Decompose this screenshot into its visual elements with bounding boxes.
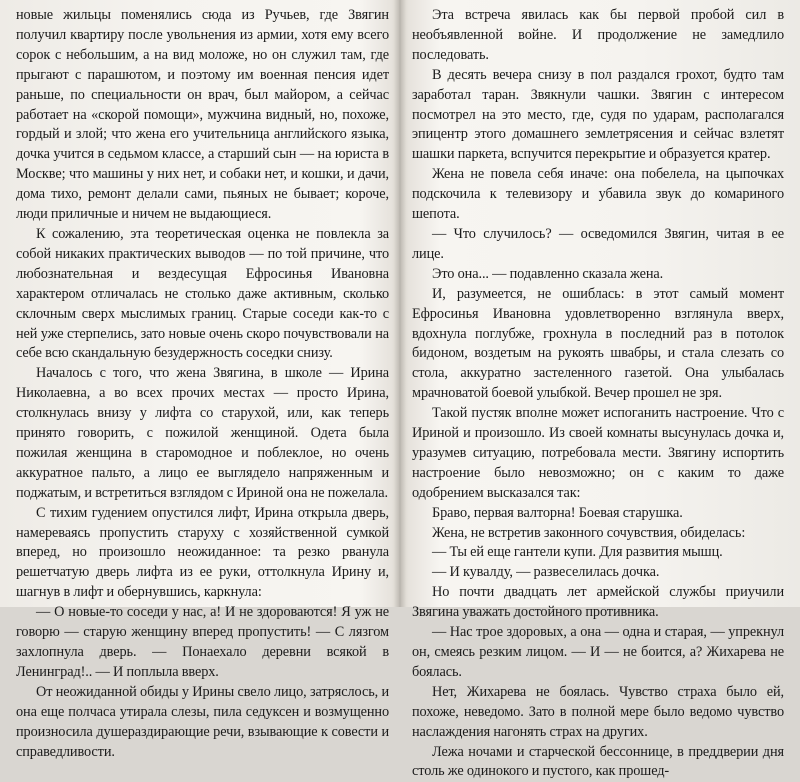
right-paragraph-2: В десять вечера снизу в пол раздался грохот, будто там заработал таран. Звякнули чашки. Звягин с интересом посмотрел на это место, где, судя по ударам, располагался эпицентр этого домашнего землетрясения и сейчас взлетят шашки паркета, вспучится перекрытие и образуется кратер. bbox=[412, 66, 784, 163]
right-paragraph-7: Такой пустяк вполне может испоганить настроение. Что с Ириной и произошло. Из своей комнаты высунулась дочка и, уразумев ситуацию, потребовала мести. Звягину испортить настроение было невозможно; он с каким то даже одобрением высказался так: bbox=[412, 405, 784, 501]
right-paragraph-10: — Ты ей еще гантели купи. Для развития мышц. bbox=[432, 544, 723, 561]
right-paragraph-12: Но почти двадцать лет армейской службы приучили Звягина уважать достойного противника. bbox=[412, 584, 784, 621]
right-paragraph-11: — И кувалду, — развеселилась дочка. bbox=[432, 564, 660, 581]
right-paragraph-4: — Что случилось? — осведомился Звягин, читая в ее лице. bbox=[412, 225, 784, 262]
right-paragraph-6: И, разумеется, не ошиблась: в этот самый момент Ефросинья Ивановна удовлетворенно взглянула вверх, вдохнула поглубже, грохнула в последний раз в потолок бидоном, воздетым на рукоять швабры, и стала слезать со стола, аккуратно застеленного газетой. Она улыбалась мрачноватой боевой улыбкой. Вечер прошел не зря. bbox=[412, 285, 784, 402]
book-gutter bbox=[394, 0, 406, 607]
right-paragraph-9: Жена, не встретив законного сочувствия, обиделась: bbox=[432, 524, 746, 541]
left-paragraph-6: От неожиданной обиды у Ирины свело лицо, затряслось, и она еще полчаса утирала слезы, пила седуксен и возмущенно произносила душераздирающие речи, взывающие к совести и справедливости. bbox=[16, 683, 389, 760]
left-paragraph-5: — О новые-то соседи у нас, а! И не здороваются! Я уж не говорю — старую женщину вперед пропустить! — С лязгом захлопнула дверь. — Понаехало деревни всякой в Ленинград!.. — И поплыла вверх. bbox=[16, 604, 389, 680]
right-paragraph-5: Это она... — подавленно сказала жена. bbox=[432, 265, 664, 282]
right-paragraph-8: Браво, первая валторна! Боевая старушка. bbox=[432, 504, 683, 521]
right-paragraph-3: Жена не повела себя иначе: она побелела, на цыпочках подскочила к телевизору и убавила звук до комариного шепота. bbox=[412, 166, 784, 223]
right-page bbox=[412, 6, 784, 780]
right-paragraph-1: Эта встреча явилась как бы первой пробой сил в необъявленной войне. И продолжение не замедлило последовать. bbox=[412, 7, 784, 63]
left-paragraph-2: К сожалению, эта теоретическая оценка не повлекла за собой никаких практических выводов — по той причине, что любознательная и вездесущая Ефросинья Ивановна характером отличалась не столько даже активным, сколько склочным сверх мыслимых границ. Старые соседи как-то с ней уже стерпелись, зато новые очень скоро почувствовали на себе всю скандальную безудержность соседки снизу. bbox=[16, 225, 389, 362]
left-paragraph-4: С тихим гудением опустился лифт, Ирина открыла дверь, намереваясь пропустить старуху с хозяйственной сумкой вперед, но произошло неожиданное: та резко рванула решетчатую дверь лифта из ее руки, оттолкнула Ирину и, шагнув в лифт и обернувшись, каркнула: bbox=[16, 504, 389, 601]
left-page bbox=[16, 6, 389, 760]
left-paragraph-3: Началось с того, что жена Звягина, в школе — Ирина Николаевна, а во всех прочих местах — просто Ирина, столкнулась внизу у лифта со старухой, или, как теперь принято говорить, с пожилой женщиной. Одета была пожилая женщина в старомодное и поблеклое, но очень аккуратное пальто, а лицо ее выглядело напряженным и поджатым, и встретиться взглядом с Ириной она не пожелала. bbox=[16, 365, 389, 501]
right-paragraph-13: — Нас трое здоровых, а она — одна и старая, — упрекнул он, смеясь резким лицом. — И — не боится, а? Жихарева не боялась. bbox=[412, 624, 784, 680]
left-paragraph-1: новые жильцы поменялись сюда из Ручьев, где Звягин получил квартиру после увольнения из армии, хотя ему всего сорок с небольшим, а на вид моложе, но он служил там, где прыгают с парашютом, и поэтому им военная пенсия идет раньше, по специальности он врач, был майором, а сейчас работает на «скорой помощи», мужчина видный, но, похоже, гордый и злой; что жена его учительница английского языка, дочка учится в седьмом классе, а старший сын — на юриста в Москве; что машины у них нет, и собаки нет, и кошки, и дачи, дома тихо, ремонт делали сами, пьяных не бывает; короче, люди приличные и ничем не выдающиеся. bbox=[16, 7, 389, 223]
right-paragraph-15: Лежа ночами и старческой бессоннице, в преддверии дня столь же одинокого и пустого, как прошед- bbox=[412, 743, 784, 780]
right-paragraph-14: Нет, Жихарева не боялась. Чувство страха было ей, похоже, неведомо. Зато в полной мере было ведомо чувство наслаждения нагонять страх на других. bbox=[412, 683, 784, 740]
